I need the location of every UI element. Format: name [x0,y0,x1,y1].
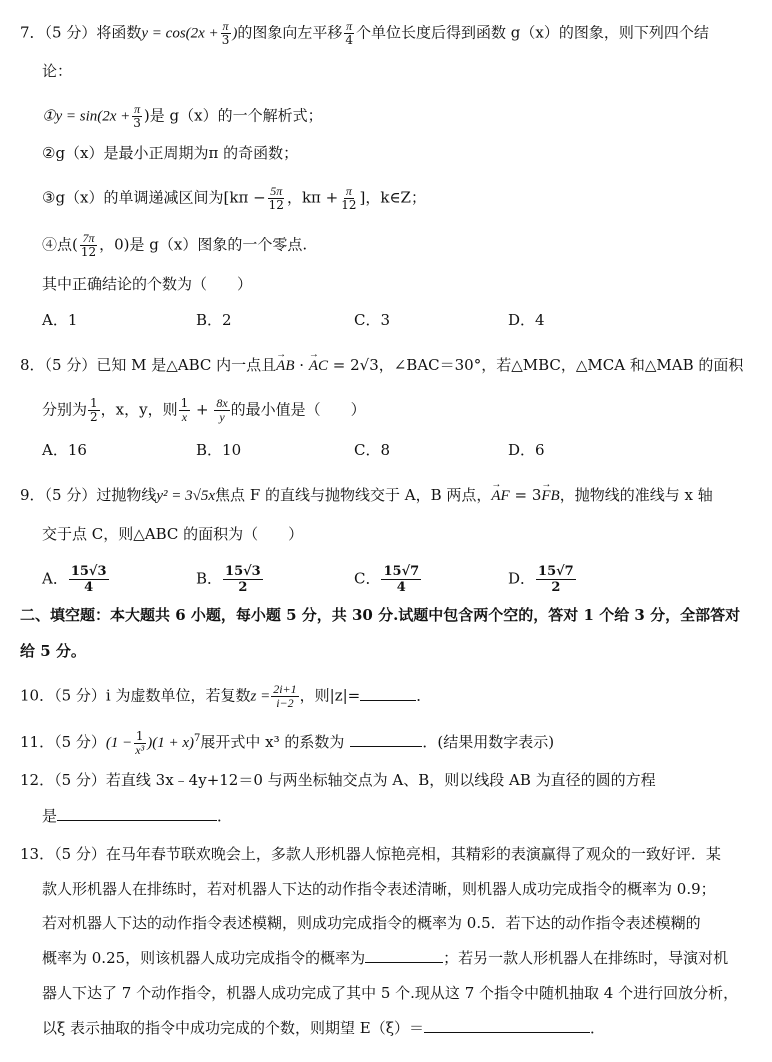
frac-den: 2 [238,580,248,595]
q11-formula: (1 − [105,735,133,751]
q8-line2 [42,397,366,424]
q13-line6 [42,1017,605,1039]
vector-ac: → AC [309,355,328,377]
q7-text: 将函数 [96,23,142,42]
q13-number: 13． [20,845,55,863]
frac-den: 4 [84,580,94,595]
answer-blank[interactable] [57,806,217,821]
q9-number: 9． [20,486,45,504]
q7-option-d[interactable]: D．4 [508,311,545,329]
frac-den: i−2 [276,696,294,710]
option-frac [381,564,421,595]
q8-text2: = 2√3，∠BAC＝30°，若△MBC，△MCA 和△MAB 的面积 [327,356,744,374]
s4-end: ，0)是 g（x）图象的一个零点. [99,235,308,254]
q13-score: （5 分） [54,845,106,863]
q8-text3: 分别为 [42,400,88,419]
q13-text4b: ；若另一款人形机器人在排练时，导演对机 [443,949,729,967]
frac-num: π [346,19,353,33]
s4-frac [79,232,98,259]
q7-option-a[interactable]: A．1 [42,311,78,329]
q8-option-c[interactable]: C．8 [354,441,391,459]
q9-option-b[interactable] [196,564,264,595]
q7-line2: 论： [42,62,73,80]
frac-num: 5π [270,184,283,198]
dot-operator: · [294,356,309,374]
q13-text1: 在马年春节联欢晚会上，多款人形机器人惊艳亮相，其精彩的表演赢得了观众的一致好评．某 [105,845,721,863]
vector-af: → AF [491,485,509,507]
option-label: A． [42,569,68,588]
frac-num: 15√7 [383,564,420,579]
exponent-seven: 7 [193,733,201,744]
s3-mid: ，kπ + [286,188,339,207]
plus: + [191,400,214,419]
frac-num: 2i+1 [273,682,297,696]
q10-frac [271,683,298,710]
option-label: C． [354,569,381,588]
frac-num: 1 [90,396,98,410]
s1-formula: ①y = sin(2x + [42,108,131,125]
frac-den: x [181,410,188,424]
q10-text: i 为虚数单位，若复数 [105,686,251,705]
q10-text2: ，则|z|= [299,686,361,705]
q7-frac-pi4 [343,20,355,47]
q7-text2: 的图象向左平移 [237,23,343,42]
q8-option-d[interactable]: D．6 [508,441,545,459]
q9-option-a[interactable] [42,564,110,595]
q12-text: 若直线 3x﹣4y+12＝0 与两坐标轴交点为 A、B，则以线段 AB 为直径的圆的方程 [105,771,656,789]
s1-frac [131,103,143,130]
frac-num: 8x [216,396,228,410]
option-label: D． [508,569,536,588]
q12-end: ． [217,807,233,825]
q11-text2: ．(结果用数字表示) [422,733,555,751]
q11-score: （5 分） [54,733,106,751]
equals-three: = 3 [509,486,542,504]
q8-option-b[interactable]: B．10 [196,441,242,459]
s1-text: )是 g（x）的一个解析式； [143,106,323,125]
frac-den: 2 [90,410,98,424]
q9-option-c[interactable] [354,564,422,595]
parabola-equation: y² = 3√5x [156,488,216,504]
q9-text3: ，抛物线的准线与 x 轴 [559,486,713,504]
frac-den: 12 [341,198,357,212]
frac-den: 4 [396,580,406,595]
q11-formula2: )(1 + x) [147,735,194,751]
frac-den: 3 [221,33,230,47]
q12-text2: 是 [42,807,58,825]
q12-line1 [20,769,656,791]
vector-fb: → FB [541,485,559,507]
option-frac [223,564,263,595]
frac-num: 1 [180,396,189,410]
q8-frac-8xy [214,397,229,424]
q13-end: ． [590,1019,606,1037]
frac-num: 7π [82,231,95,245]
frac-den: 3 [133,116,141,130]
q10-score: （5 分） [54,686,106,705]
frac-den: 4 [345,33,353,47]
q7-line1 [20,20,709,47]
q10-end: ． [416,686,432,705]
answer-blank[interactable] [365,948,443,963]
s3-frac1 [267,185,286,212]
section2-heading-line2: 给 5 分。 [20,642,86,660]
q9-line2: 交于点 C，则△ABC 的面积为（ ） [42,525,304,543]
q7-score: （5 分） [44,23,97,42]
answer-blank[interactable] [360,686,416,701]
q8-option-a[interactable]: A．16 [42,441,87,459]
option-frac [536,564,576,595]
q8-text: 已知 M 是△ABC 内一点且 [96,356,277,374]
q7-frac-pi3 [220,20,232,47]
frac-num: 15√3 [70,564,107,579]
q7-statement2: ②g（x）是最小正周期为π 的奇函数； [42,144,299,162]
q13-text6a: 以ξ 表示抽取的指令中成功完成的个数，则期望 E（ξ）＝ [42,1019,425,1037]
q13-text4a: 概率为 0.25，则该机器人成功完成指令的概率为 [42,949,366,967]
q13-line5: 器人下达了 7 个动作指令，机器人成功完成了其中 5 个.现从这 7 个指令中随机抽取 4 个进行回放分析， [42,984,739,1002]
q13-line2: 款人形机器人在排练时，若对机器人下达的动作指令表述清晰，则机器人成功完成指令的概率为 0.9； [42,880,716,898]
q12-number: 12． [20,771,55,789]
q8-text4: ，x，y，则 [100,400,178,419]
q9-option-d[interactable] [508,564,577,595]
q11-line [20,728,554,757]
option-label: B． [196,569,223,588]
q10-number: 10． [20,686,55,705]
q13-line3: 若对机器人下达的动作指令表述模糊，则成功完成指令的概率为 0.5．若下达的动作指令表述模糊的 [42,914,701,932]
frac-den: 12 [80,245,97,259]
frac-num: 15√3 [225,564,261,579]
frac-num: 15√7 [538,564,574,579]
z-equals: z = [250,688,271,705]
q11-frac [133,730,146,757]
frac-num: 1 [135,728,144,743]
q7-option-c[interactable]: C．3 [354,311,391,329]
q7-formula: y = cos(2x + [141,25,219,42]
q8-text5: 的最小值是（ ） [230,400,366,419]
q13-line4 [42,947,728,969]
answer-blank[interactable] [424,1018,590,1033]
frac-num: π [345,184,352,198]
s3-frac2 [339,185,358,212]
q8-frac-1x [179,397,191,424]
q11-number: 11． [20,733,55,751]
q8-line1 [20,354,743,377]
s3-text: ③g（x）的单调递减区间为[kπ − [42,188,266,207]
q9-text: 过抛物线 [96,486,157,504]
q7-statement4 [42,232,307,259]
q12-score: （5 分） [54,771,106,789]
q12-line2 [42,805,232,827]
s4-text: ④点( [42,235,78,254]
q13-line1 [20,843,721,865]
vector-ab: → AB [276,355,294,377]
q7-statement3 [42,185,426,212]
frac-num: π [222,19,229,33]
answer-blank[interactable] [350,732,422,747]
q9-score: （5 分） [44,486,97,504]
q7-ask: 其中正确结论的个数为（ ） [42,275,253,293]
frac-den: x³ [135,742,145,757]
frac-den: 2 [551,580,561,595]
q7-text3: 个单位长度后得到函数 g（x）的图象，则下列四个结 [355,23,709,42]
q11-text: 展开式中 x³ 的系数为 [200,733,345,751]
option-frac [69,564,109,595]
q7-option-b[interactable]: B．2 [196,311,232,329]
q10-line [20,683,431,710]
frac-den: y [219,410,225,424]
frac-num: π [134,102,141,116]
q9-line1 [20,484,713,507]
frac-den: 12 [268,198,284,212]
q8-score: （5 分） [44,356,97,374]
q7-formula-end: ) [232,25,238,42]
q7-statement1 [42,103,323,130]
q9-text2: 焦点 F 的直线与抛物线交于 A，B 两点， [215,486,492,504]
q8-number: 8． [20,356,45,374]
section2-heading-line1: 二、填空题：本大题共 6 小题，每小题 5 分，共 30 分.试题中包含两个空的，答对 1 个给 3 分，全部答对 [20,606,741,624]
q7-number: 7． [20,23,45,42]
q8-frac-half [88,397,100,424]
s3-end: ]，k∈Z； [359,188,426,207]
